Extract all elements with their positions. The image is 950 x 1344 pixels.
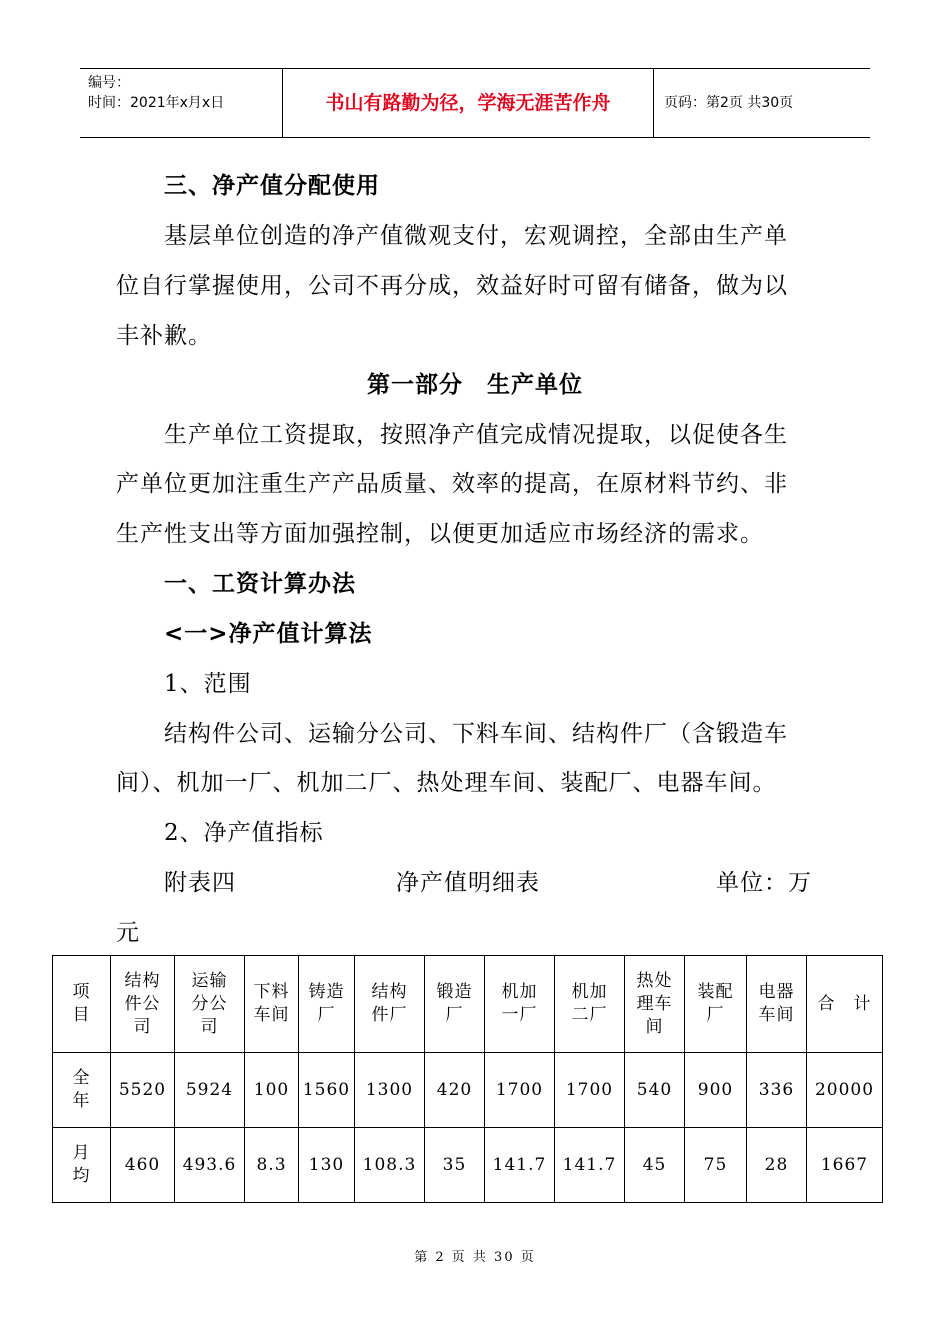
number-label: 编号： <box>88 75 130 91</box>
table-caption-row <box>0 868 950 898</box>
table-header-cell-2: 运输 分公 司 <box>175 956 245 1053</box>
table-header-cell-10: 装配 厂 <box>685 956 747 1053</box>
table-cell-11: 336 <box>747 1053 807 1128</box>
table-cell-8: 141.7 <box>555 1128 625 1203</box>
table-cell-12: 1667 <box>807 1128 883 1203</box>
table-header-cell-8: 机加 二厂 <box>555 956 625 1053</box>
table-header-cell-0: 项 目 <box>53 956 111 1053</box>
table-cell-10: 75 <box>685 1128 747 1203</box>
table-header-cell-5: 结构 件厂 <box>355 956 425 1053</box>
table-cell-2: 493.6 <box>175 1128 245 1203</box>
table-cell-11: 28 <box>747 1128 807 1203</box>
page-footer: 第 2 页 共 30 页 <box>414 1250 536 1265</box>
table-header-cell-7: 机加 一厂 <box>485 956 555 1053</box>
table-cell-5: 108.3 <box>355 1128 425 1203</box>
table-header-cell-6: 锻造 厂 <box>425 956 485 1053</box>
table-header-row <box>53 956 883 1053</box>
part1-title: 第一部分 生产单位 <box>367 372 583 398</box>
table-cell-7: 141.7 <box>485 1128 555 1203</box>
header-meta <box>80 69 282 137</box>
net-value-table <box>52 955 883 1203</box>
table-cell-4: 1560 <box>299 1053 355 1128</box>
heading-wage-method: 一、工资计算办法 <box>164 571 356 597</box>
table-header-cell-3: 下料 车间 <box>245 956 299 1053</box>
time-label: 时间：2021年x月x日 <box>88 95 225 111</box>
part1-line-1: 生产单位工资提取，按照净产值完成情况提取，以促使各生 <box>164 422 788 448</box>
table-header-cell-12: 合 计 <box>807 956 883 1053</box>
table-title: 净产值明细表 <box>396 870 540 896</box>
item-2-indicator: 2、净产值指标 <box>164 820 324 846</box>
table-cell-9: 540 <box>625 1053 685 1128</box>
table-header-cell-1: 结构 件公 司 <box>111 956 175 1053</box>
section3-heading: 三、净产值分配使用 <box>164 173 380 199</box>
item-1-scope: 1、范围 <box>164 671 252 697</box>
table-cell-6: 420 <box>425 1053 485 1128</box>
table-cell-9: 45 <box>625 1128 685 1203</box>
table-header-cell-9: 热处 理车 间 <box>625 956 685 1053</box>
unit-label: 单位：万 <box>716 870 812 896</box>
page-header <box>80 68 870 138</box>
table-cell-1: 460 <box>111 1128 175 1203</box>
table-cell-12: 20000 <box>807 1053 883 1128</box>
table-cell-4: 130 <box>299 1128 355 1203</box>
table-cell-2: 5924 <box>175 1053 245 1128</box>
unit-tail: 元 <box>116 920 140 946</box>
header-motto: 书山有路勤为径，学海无涯苦作舟 <box>282 69 654 137</box>
table-cell-0: 月 均 <box>53 1128 111 1203</box>
scope-line-2: 间）、机加一厂、机加二厂、热处理车间、装配厂、电器车间。 <box>116 770 777 796</box>
attach-label: 附表四 <box>164 870 236 896</box>
table-cell-3: 100 <box>245 1053 299 1128</box>
header-page-info: 页码：第2页 共30页 <box>664 95 794 111</box>
part1-line-3: 生产性支出等方面加强控制，以便更加适应市场经济的需求。 <box>116 521 764 547</box>
section3-line-1: 基层单位创造的净产值微观支付，宏观调控，全部由生产单 <box>164 223 788 249</box>
heading-net-value-method: <一>净产值计算法 <box>164 621 373 647</box>
table-cell-5: 1300 <box>355 1053 425 1128</box>
section3-line-3: 丰补歉。 <box>116 323 212 349</box>
table-header-cell-11: 电器 车间 <box>747 956 807 1053</box>
table-cell-6: 35 <box>425 1128 485 1203</box>
table-cell-0: 全 年 <box>53 1053 111 1128</box>
table-cell-7: 1700 <box>485 1053 555 1128</box>
table-cell-1: 5520 <box>111 1053 175 1128</box>
table-row <box>53 1128 883 1203</box>
scope-line-1: 结构件公司、运输分公司、下料车间、结构件厂（含锻造车 <box>164 721 788 747</box>
table-cell-3: 8.3 <box>245 1128 299 1203</box>
table-row <box>53 1053 883 1128</box>
table-cell-8: 1700 <box>555 1053 625 1128</box>
section3-line-2: 位自行掌握使用，公司不再分成，效益好时可留有储备，做为以 <box>116 273 788 299</box>
table-cell-10: 900 <box>685 1053 747 1128</box>
table-header-cell-4: 铸造 厂 <box>299 956 355 1053</box>
part1-line-2: 产单位更加注重生产产品质量、效率的提高，在原材料节约、非 <box>116 471 788 497</box>
